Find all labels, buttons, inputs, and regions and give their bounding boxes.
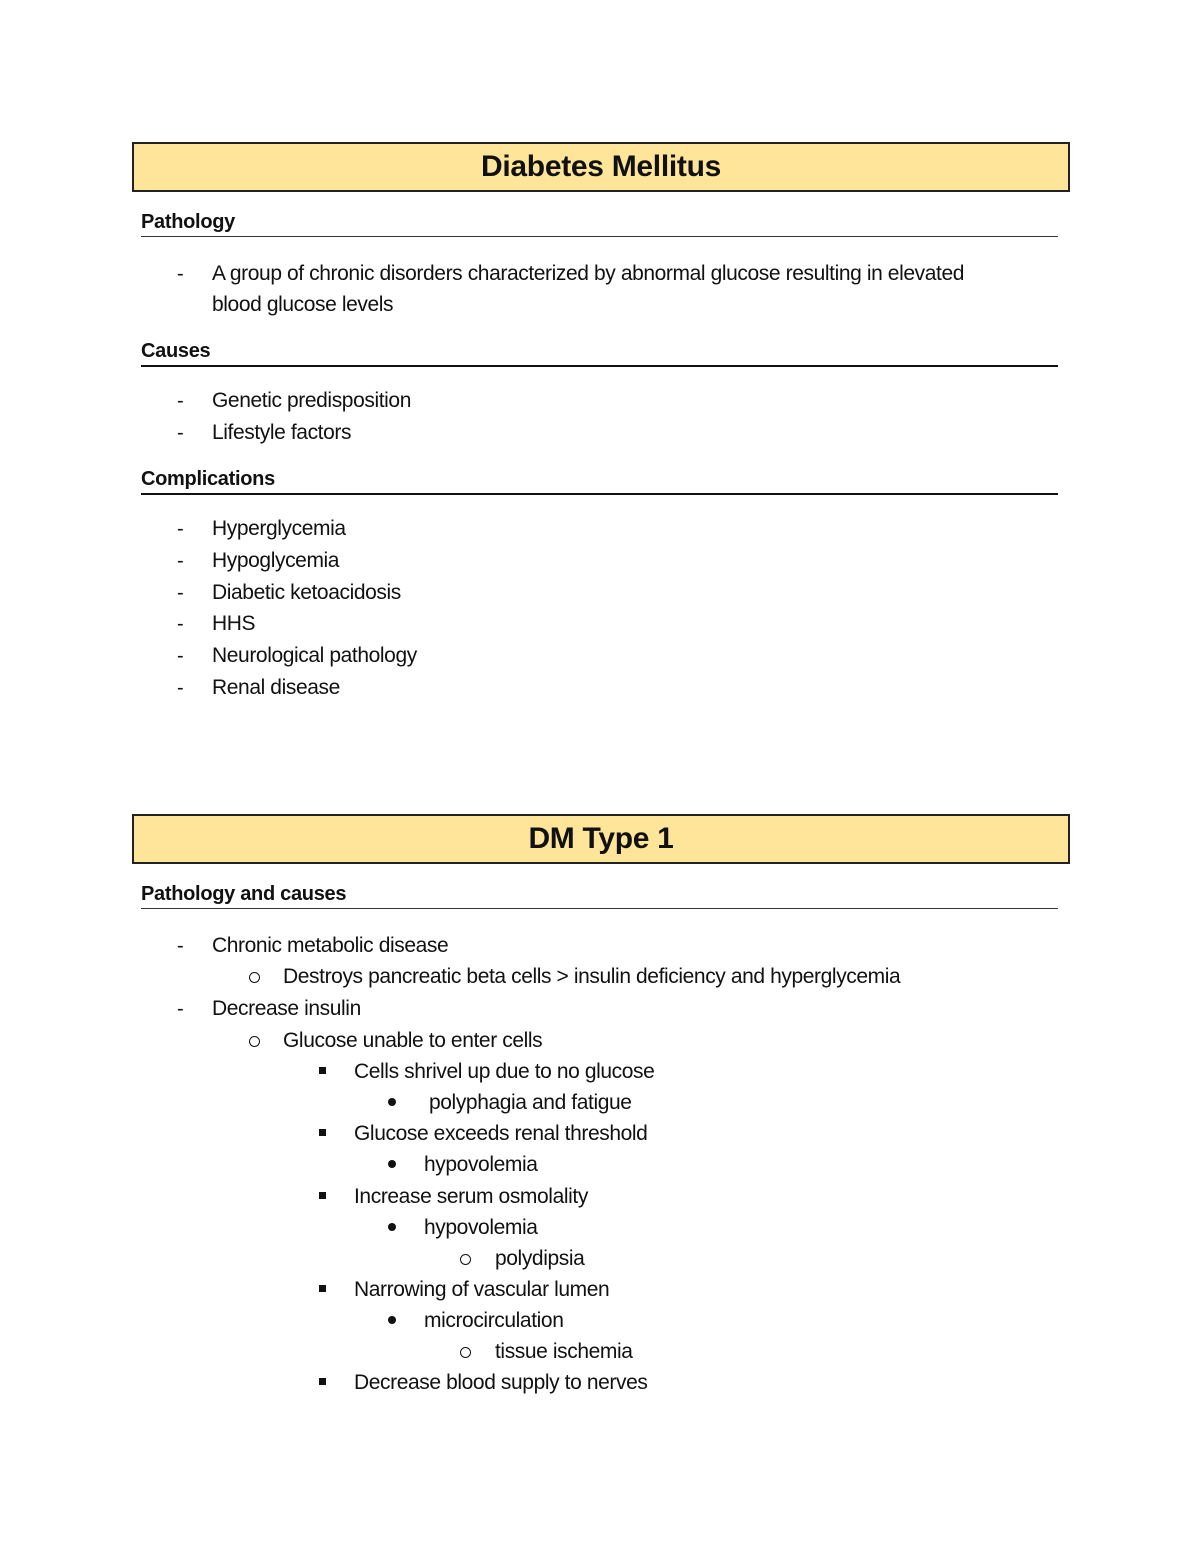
dash-bullet: - [177,422,184,444]
round-bullet-icon [388,1098,396,1106]
list-item: microcirculation [424,1309,564,1332]
section-title-diabetes-mellitus: Diabetes Mellitus [132,142,1070,192]
dash-bullet: - [177,935,184,957]
dash-bullet: - [177,998,184,1020]
list-item: Decrease blood supply to nerves [354,1371,648,1394]
circle-bullet-icon [460,1254,471,1265]
list-item: tissue ischemia [495,1340,633,1363]
list-item: Genetic predisposition [212,389,411,412]
subheading-pathology-and-causes: Pathology and causes [141,883,1058,909]
list-item: A group of chronic disorders characterized by abnormal glucose resulting in elevated [212,262,965,285]
list-item: polyphagia and fatigue [429,1091,632,1114]
square-bullet-icon [319,1129,326,1136]
list-item: Neurological pathology [212,644,417,667]
list-item: hypovolemia [424,1153,538,1176]
square-bullet-icon [319,1285,326,1292]
list-item: Glucose exceeds renal threshold [354,1122,648,1145]
dash-bullet: - [177,613,184,635]
dash-bullet: - [177,582,184,604]
dash-bullet: - [177,390,184,412]
list-item: Increase serum osmolality [354,1185,588,1208]
square-bullet-icon [319,1067,326,1074]
list-item: Decrease insulin [212,997,361,1020]
circle-bullet-icon [249,972,260,983]
list-item: Lifestyle factors [212,421,352,444]
subheading-causes: Causes [141,340,1058,367]
list-item: Hypoglycemia [212,549,340,572]
dash-bullet: - [177,263,184,285]
circle-bullet-icon [249,1036,260,1047]
list-item: Glucose unable to enter cells [283,1029,543,1052]
subheading-complications: Complications [141,468,1058,495]
list-item: Chronic metabolic disease [212,934,449,957]
round-bullet-icon [388,1160,396,1168]
square-bullet-icon [319,1378,326,1385]
subheading-pathology: Pathology [141,211,1058,237]
list-item: Destroys pancreatic beta cells > insulin deficiency and hyperglycemia [283,965,901,988]
list-item: Cells shrivel up due to no glucose [354,1060,655,1083]
square-bullet-icon [319,1192,326,1199]
round-bullet-icon [388,1223,396,1231]
round-bullet-icon [388,1316,396,1324]
dash-bullet: - [177,550,184,572]
list-item: Renal disease [212,676,340,699]
list-item: hypovolemia [424,1216,538,1239]
section-title-dm-type-1: DM Type 1 [132,814,1070,864]
dash-bullet: - [177,677,184,699]
circle-bullet-icon [460,1347,471,1358]
list-item: HHS [212,612,256,635]
list-item: Diabetic ketoacidosis [212,581,401,604]
list-item: Hyperglycemia [212,517,346,540]
list-item: polydipsia [495,1247,585,1270]
dash-bullet: - [177,645,184,667]
list-item: Narrowing of vascular lumen [354,1278,610,1301]
list-item-continuation: blood glucose levels [212,293,394,316]
dash-bullet: - [177,518,184,540]
